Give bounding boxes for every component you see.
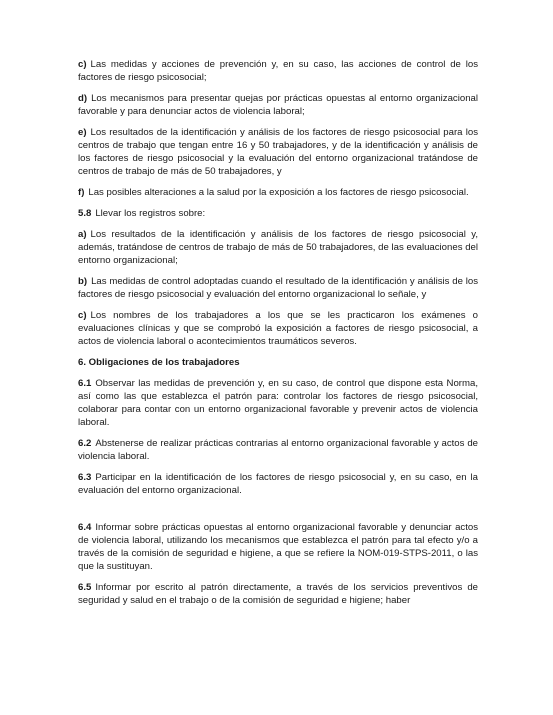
paragraph-5-8-b xyxy=(78,275,478,301)
item-text: Las posibles alteraciones a la salud por la exposición a los factores de riesgo psicosocial. xyxy=(88,187,469,198)
item-text: Llevar los registros sobre: xyxy=(95,208,206,219)
paragraph-5-8 xyxy=(78,207,478,220)
item-label: 6.4 xyxy=(78,522,92,533)
item-text: Los nombres de los trabajadores a los que se les practicaron los exámenes o evaluaciones clínicas y que se comprobó la exposición a factores de riesgo psicosocial, a actos de violencia laboral o acontecimientos traumáticos severos. xyxy=(78,310,478,347)
item-text: Los resultados de la identificación y análisis de los factores de riesgo psicosocial y, además, tratándose de centros de trabajo de más de 50 trabajadores, de las evaluaciones del entorno organizacional; xyxy=(78,229,478,266)
item-text: Observar las medidas de prevención y, en su caso, de control que dispone esta Norma, así como las que establezca el patrón para: controlar los factores de riesgo psicosocial, colaborar para contar con un entorno organizacional favorable y prevenir actos de violencia laboral. xyxy=(78,378,478,428)
item-text: Informar por escrito al patrón directamente, a través de los servicios preventivos de seguridad y salud en el trabajo o de la comisión de seguridad e higiene; haber xyxy=(78,582,478,606)
item-label: 6.1 xyxy=(78,378,92,389)
paragraph-5-7-e xyxy=(78,126,478,178)
item-label: 6.5 xyxy=(78,582,92,593)
item-label: 6.2 xyxy=(78,438,92,449)
paragraph-5-7-f xyxy=(78,186,478,199)
item-label: c) xyxy=(78,310,87,321)
item-label: d) xyxy=(78,93,88,104)
item-label: b) xyxy=(78,276,88,287)
item-label: 6.3 xyxy=(78,472,92,483)
item-label: f) xyxy=(78,187,85,198)
obligation-6-4 xyxy=(78,521,478,573)
obligation-6-3 xyxy=(78,471,478,497)
paragraph-5-8-a xyxy=(78,228,478,267)
paragraph-5-8-c xyxy=(78,309,478,348)
paragraph-5-7-c xyxy=(78,58,478,84)
item-text: Las medidas y acciones de prevención y, en su caso, las acciones de control de los factores de riesgo psicosocial; xyxy=(78,59,478,83)
item-label: a) xyxy=(78,229,87,240)
document-page xyxy=(78,58,478,615)
obligation-6-2 xyxy=(78,437,478,463)
obligation-6-1 xyxy=(78,377,478,429)
obligation-6-5 xyxy=(78,581,478,607)
item-text: Las medidas de control adoptadas cuando el resultado de la identificación y análisis de los factores de riesgo psicosocial y evaluación del entorno organizacional lo señale, y xyxy=(78,276,478,300)
item-label: 5.8 xyxy=(78,208,92,219)
section-heading: 6. Obligaciones de los trabajadores xyxy=(78,357,240,368)
item-label: e) xyxy=(78,127,87,138)
item-text: Los resultados de la identificación y análisis de los factores de riesgo psicosocial para los centros de trabajo que tengan entre 16 y 50 trabajadores, y de la identificación y análisis de los factores de riesgo psicosocial y la evaluación del entorno organizacional tratándose de centros de trabajo de más de 50 trabajadores, y xyxy=(78,127,478,177)
item-text: Abstenerse de realizar prácticas contrarias al entorno organizacional favorable y actos de violencia laboral. xyxy=(78,438,478,462)
item-label: c) xyxy=(78,59,87,70)
item-text: Participar en la identificación de los factores de riesgo psicosocial y, en su caso, en la evaluación del entorno organizacional. xyxy=(78,472,478,496)
paragraph-5-7-d xyxy=(78,92,478,118)
item-text: Informar sobre prácticas opuestas al entorno organizacional favorable y denunciar actos de violencia laboral, utilizando los mecanismos que establezca el patrón para tal efecto y/o a través de la comisión de seguridad e higiene, a que se refiere la NOM-019-STPS-2011, o las que la sustituyan. xyxy=(78,522,478,572)
item-text: Los mecanismos para presentar quejas por prácticas opuestas al entorno organizacional favorable y para denunciar actos de violencia laboral; xyxy=(78,93,478,117)
